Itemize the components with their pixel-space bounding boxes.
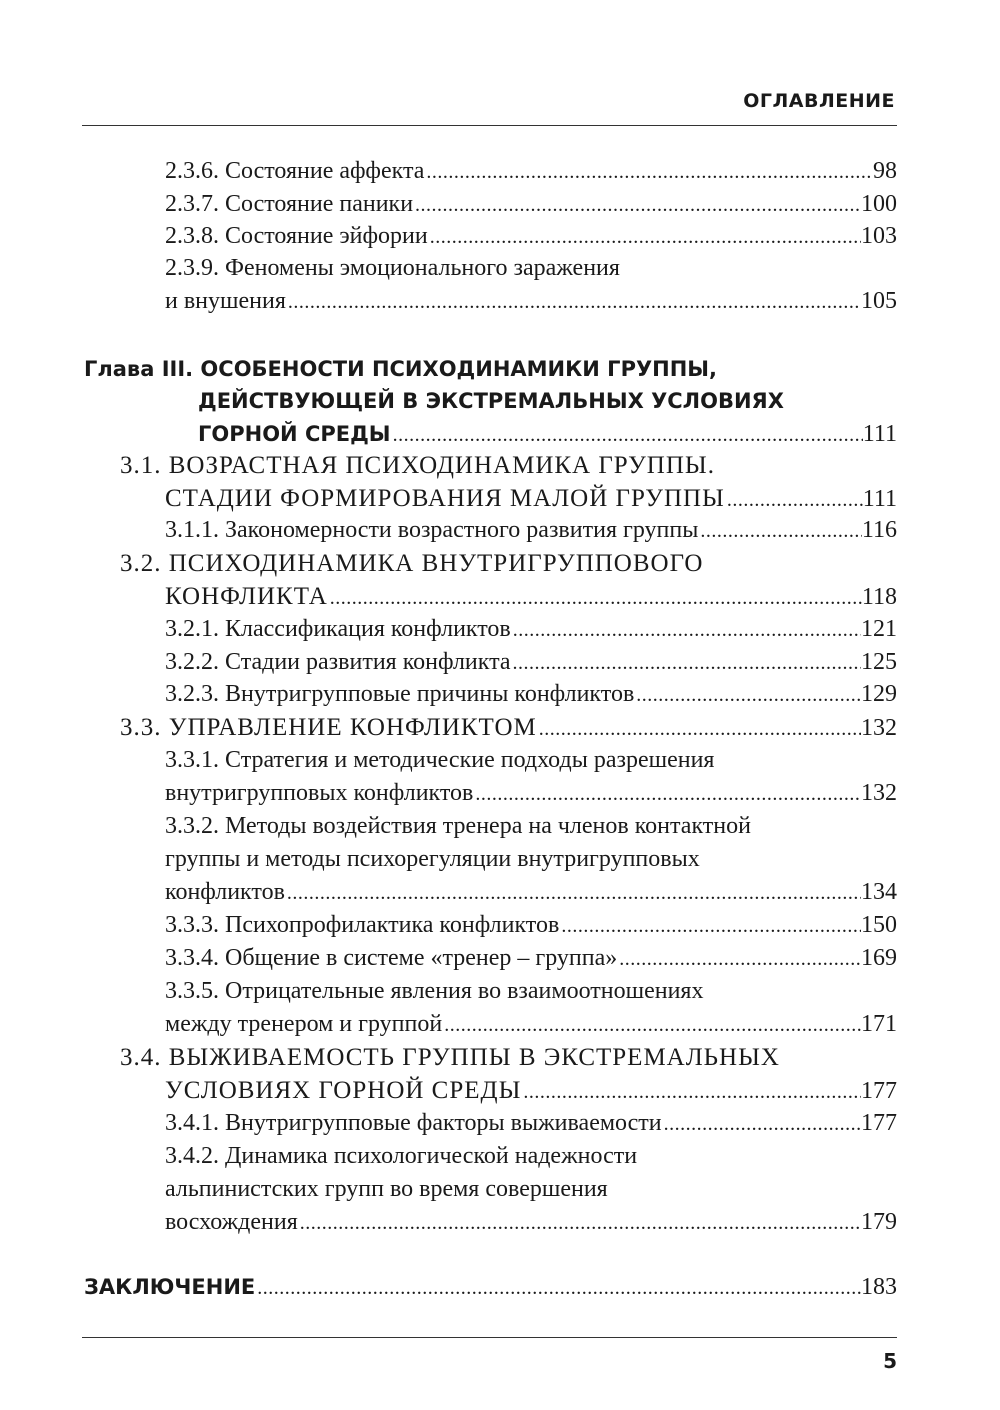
toc-section-3-1-line-2[interactable]	[165, 485, 897, 517]
section-title: КОНФЛИКТА	[165, 583, 328, 610]
toc-section-3-1-line-1[interactable]	[120, 452, 897, 484]
section-title: УСЛОВИЯХ ГОРНОЙ СРЕДЫ	[165, 1077, 522, 1104]
toc-entry-title: 3.4.2. Динамика психологической надежности	[165, 1143, 638, 1169]
dot-leader	[413, 194, 861, 217]
running-header-title: ОГЛАВЛЕНИЕ	[743, 90, 895, 112]
toc-entry-title: группы и методы психорегуляции внутригрупповых	[165, 846, 700, 872]
toc-entry-title: 3.3.1. Стратегия и методические подходы разрешения	[165, 747, 715, 773]
toc-page-number: 100	[861, 191, 897, 217]
toc-entry-3-3-1-line-2[interactable]	[165, 780, 897, 812]
toc-page-number: 103	[861, 223, 897, 249]
toc-entry-3-4-1[interactable]	[165, 1110, 897, 1142]
section-title: 3.3. УПРАВЛЕНИЕ КОНФЛИКТОМ	[120, 714, 537, 741]
toc-section-3-3[interactable]	[120, 714, 897, 746]
toc-page-number: 132	[861, 715, 897, 741]
toc-entry-3-1-1[interactable]	[165, 517, 897, 549]
section-title: 3.1. ВОЗРАСТНАЯ ПСИХОДИНАМИКА ГРУППЫ.	[120, 452, 715, 479]
toc-entry-title: 3.2.2. Стадии развития конфликта	[165, 649, 511, 675]
toc-entry-title: 2.3.7. Состояние паники	[165, 191, 414, 217]
toc-entry-title: 2.3.9. Феномены эмоционального заражения	[165, 255, 620, 281]
toc-page-number: 129	[861, 681, 897, 707]
dot-leader	[428, 226, 861, 249]
dot-leader	[511, 652, 861, 675]
toc-entry-3-3-2-line-2[interactable]	[165, 846, 897, 878]
toc-entry-title: 2.3.6. Состояние аффекта	[165, 158, 425, 184]
toc-entry-2-3-6[interactable]	[165, 158, 897, 190]
toc-page-number: 132	[861, 780, 897, 806]
dot-leader	[255, 1277, 861, 1300]
toc-page-number: 105	[861, 288, 897, 314]
dot-leader	[559, 915, 861, 938]
dot-leader	[617, 948, 861, 971]
toc-entry-3-3-2-line-3[interactable]	[165, 879, 897, 911]
toc-entry-3-3-5-line-2[interactable]	[165, 1011, 897, 1043]
header-rule	[82, 125, 897, 126]
chapter-title: ЗАКЛЮЧЕНИЕ	[84, 1275, 256, 1299]
chapter-title: ДЕЙСТВУЮЩЕЙ В ЭКСТРЕМАЛЬНЫХ УСЛОВИЯХ	[198, 389, 784, 413]
toc-entry-2-3-7[interactable]	[165, 191, 897, 223]
dot-leader	[537, 718, 861, 741]
toc-page-number: 134	[861, 879, 897, 905]
toc-entry-2-3-9-line-1[interactable]	[165, 255, 897, 287]
toc-entry-3-2-3[interactable]	[165, 681, 897, 713]
dot-leader	[634, 684, 861, 707]
dot-leader	[298, 1212, 861, 1235]
toc-page-number: 111	[862, 486, 897, 512]
toc-section-3-4-line-2[interactable]	[165, 1077, 897, 1109]
toc-section-3-4-line-1[interactable]	[120, 1044, 897, 1076]
chapter-title: ГОРНОЙ СРЕДЫ	[198, 422, 391, 446]
dot-leader	[442, 1014, 861, 1037]
toc-entry-3-2-1[interactable]	[165, 616, 897, 648]
toc-entry-title: 3.2.3. Внутригрупповые причины конфликтов	[165, 681, 635, 707]
toc-chapter-3-line-3[interactable]	[198, 421, 897, 453]
section-title: 3.2. ПСИХОДИНАМИКА ВНУТРИГРУППОВОГО	[120, 550, 704, 577]
toc-entry-title: 3.2.1. Классификация конфликтов	[165, 616, 511, 642]
dot-leader	[473, 783, 861, 806]
toc-entry-title: 3.4.1. Внутригрупповые факторы выживаемости	[165, 1110, 662, 1136]
toc-page-number: 177	[861, 1078, 897, 1104]
toc-page-number: 121	[861, 616, 897, 642]
toc-page-number: 125	[861, 649, 897, 675]
toc-entry-title: 3.3.3. Психопрофилактика конфликтов	[165, 912, 560, 938]
dot-leader	[698, 520, 862, 543]
footer-rule	[82, 1337, 897, 1338]
toc-entry-2-3-8[interactable]	[165, 223, 897, 255]
chapter-title: Глава III. ОСОБЕНОСТИ ПСИХОДИНАМИКИ ГРУППЫ,	[84, 357, 718, 381]
dot-leader	[521, 1081, 861, 1104]
toc-entry-title: внутригрупповых конфликтов	[165, 780, 474, 806]
toc-entry-title: альпинистских групп во время совершения	[165, 1176, 608, 1202]
toc-page-number: 116	[861, 517, 897, 543]
toc-section-3-2-line-2[interactable]	[165, 583, 897, 615]
toc-page-number: 169	[861, 945, 897, 971]
toc-entry-3-3-1-line-1[interactable]	[165, 747, 897, 779]
toc-page-number: 150	[861, 912, 897, 938]
toc-page-number: 98	[873, 158, 897, 184]
toc-chapter-3-line-1[interactable]	[84, 357, 897, 389]
section-title: СТАДИИ ФОРМИРОВАНИЯ МАЛОЙ ГРУППЫ	[165, 485, 725, 512]
toc-page-number: 183	[861, 1274, 897, 1300]
dot-leader	[424, 161, 873, 184]
dot-leader	[391, 424, 863, 447]
toc-entry-3-4-2-line-2[interactable]	[165, 1176, 897, 1208]
toc-entry-title: 3.3.5. Отрицательные явления во взаимоотношениях	[165, 978, 704, 1004]
toc-section-3-2-line-1[interactable]	[120, 550, 897, 582]
dot-leader	[725, 489, 863, 512]
toc-page-number: 177	[861, 1110, 897, 1136]
toc-chapter-3-line-2[interactable]	[198, 389, 897, 421]
dot-leader	[285, 882, 861, 905]
toc-entry-title: и внушения	[165, 288, 286, 314]
toc-entry-title: 3.1.1. Закономерности возрастного развития группы	[165, 517, 699, 543]
toc-page-number: 118	[861, 584, 897, 610]
section-title: 3.4. ВЫЖИВАЕМОСТЬ ГРУППЫ В ЭКСТРЕМАЛЬНЫХ	[120, 1044, 780, 1071]
toc-page-number: 171	[861, 1011, 897, 1037]
toc-entry-title: 3.3.2. Методы воздействия тренера на членов контактной	[165, 813, 751, 839]
toc-entry-3-4-2-line-1[interactable]	[165, 1143, 897, 1175]
dot-leader	[286, 291, 861, 314]
page-number: 5	[883, 1349, 897, 1373]
dot-leader	[328, 587, 862, 610]
toc-page-number: 111	[862, 421, 897, 447]
toc-entry-3-2-2[interactable]	[165, 649, 897, 681]
dot-leader	[662, 1113, 861, 1136]
toc-entry-3-3-2-line-1[interactable]	[165, 813, 897, 845]
toc-entry-3-3-5-line-1[interactable]	[165, 978, 897, 1010]
dot-leader	[511, 619, 861, 642]
toc-entry-title: между тренером и группой	[165, 1011, 443, 1037]
toc-entry-3-3-4[interactable]	[165, 945, 897, 977]
toc-entry-3-4-2-line-3[interactable]	[165, 1209, 897, 1241]
toc-entry-title: 2.3.8. Состояние эйфории	[165, 223, 428, 249]
toc-entry-title: восхождения	[165, 1209, 298, 1235]
toc-entry-title: конфликтов	[165, 879, 285, 905]
toc-entry-2-3-9-line-2[interactable]	[165, 288, 897, 320]
toc-entry-title: 3.3.4. Общение в системе «тренер – группа»	[165, 945, 618, 971]
toc-page-number: 179	[861, 1209, 897, 1235]
toc-entry-3-3-3[interactable]	[165, 912, 897, 944]
toc-conclusion[interactable]	[84, 1274, 897, 1306]
